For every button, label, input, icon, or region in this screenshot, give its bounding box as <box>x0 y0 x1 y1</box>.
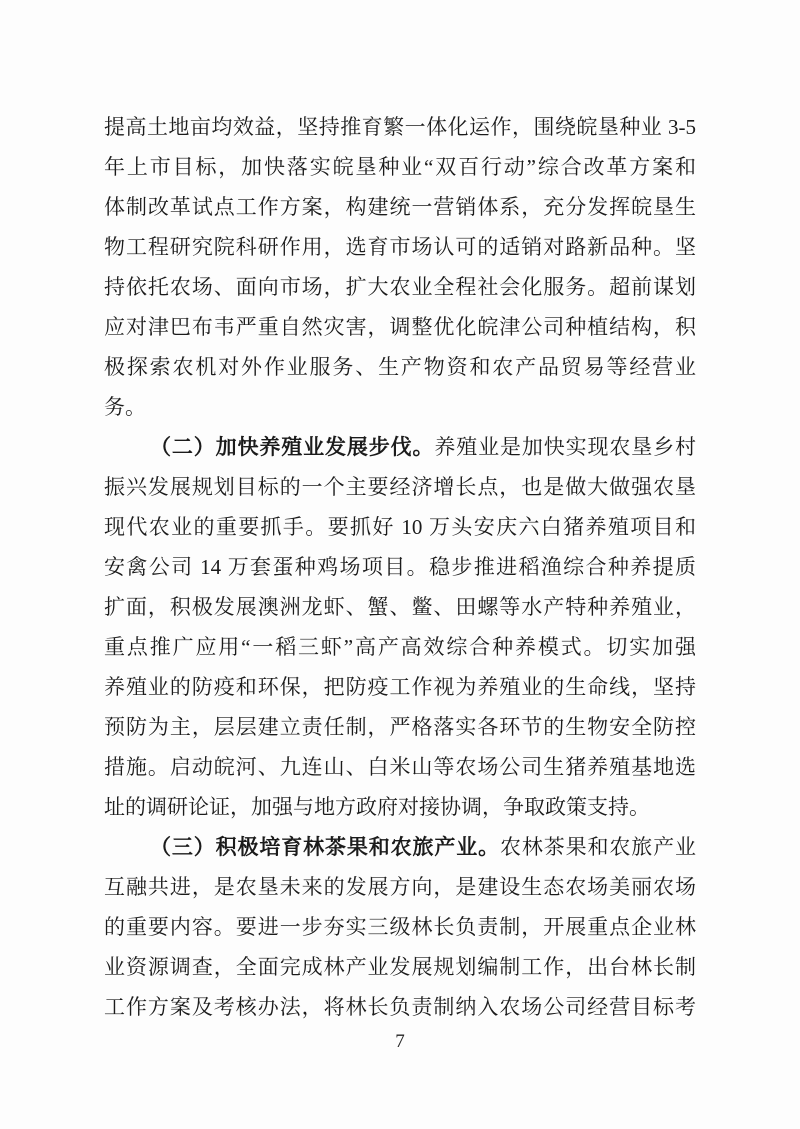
text-segment: 应对津巴布韦严重自然灾害，调整优化皖津公司种植结构，积 <box>104 315 696 339</box>
text-segment: 扩面，积极发展澳洲龙虾、蟹、鳖、田螺等水产特种养殖业， <box>104 595 696 619</box>
text-line <box>104 667 696 707</box>
text-segment: 体制改革试点工作方案，构建统一营销体系，充分发挥皖垦生 <box>104 195 696 219</box>
text-line <box>104 907 696 947</box>
text-segment: 务。 <box>104 395 146 419</box>
text-line <box>104 867 696 907</box>
text-segment: 址的调研论证，加强与地方政府对接协调，争取政策支持。 <box>104 795 650 819</box>
text-segment: 养殖业是加快实现农垦乡村 <box>434 435 696 459</box>
text-line <box>104 307 696 347</box>
section-heading: （二）加快养殖业发展步伐。 <box>150 435 435 459</box>
text-segment: 农林茶果和农旅产业 <box>500 835 696 859</box>
document-body <box>104 107 696 1027</box>
text-line <box>104 267 696 307</box>
text-segment: 持依托农场、面向市场，扩大农业全程社会化服务。超前谋划 <box>104 275 696 299</box>
text-segment: 的重要内容。要进一步夯实三级林长负责制，开展重点企业林 <box>104 915 696 939</box>
text-line <box>104 147 696 187</box>
text-line <box>104 987 696 1027</box>
text-line <box>104 507 696 547</box>
text-line <box>104 427 696 467</box>
text-segment: 提高土地亩均效益，坚持推育繁一体化运作，围绕皖垦种业 3-5 <box>104 115 696 139</box>
text-line <box>104 227 696 267</box>
text-segment: 重点推广应用“一稻三虾”高产高效综合种养模式。切实加强 <box>104 635 696 659</box>
page-number: 7 <box>395 1031 405 1052</box>
text-line <box>104 747 696 787</box>
text-line <box>104 107 696 147</box>
text-line <box>104 187 696 227</box>
text-segment: 安禽公司 14 万套蛋种鸡场项目。稳步推进稻渔综合种养提质 <box>104 555 696 579</box>
text-segment: 年上市目标，加快落实皖垦种业“双百行动”综合改革方案和 <box>104 155 696 179</box>
section-heading: （三）积极培育林茶果和农旅产业。 <box>150 835 500 859</box>
text-segment: 业资源调查，全面完成林产业发展规划编制工作，出台林长制 <box>104 955 696 979</box>
text-segment: 现代农业的重要抓手。要抓好 10 万头安庆六白猪养殖项目和 <box>104 515 696 539</box>
text-line <box>104 387 696 427</box>
text-line <box>104 467 696 507</box>
text-line <box>104 707 696 747</box>
text-segment: 预防为主，层层建立责任制，严格落实各环节的生物安全防控 <box>104 715 696 739</box>
text-line <box>104 947 696 987</box>
text-line <box>104 827 696 867</box>
text-segment: 振兴发展规划目标的一个主要经济增长点，也是做大做强农垦 <box>104 475 696 499</box>
text-line <box>104 347 696 387</box>
text-segment: 极探索农机对外作业服务、生产物资和农产品贸易等经营业 <box>104 355 696 379</box>
text-segment: 物工程研究院科研作用，选育市场认可的适销对路新品种。坚 <box>104 235 696 259</box>
text-line <box>104 587 696 627</box>
text-segment: 措施。启动皖河、九连山、白米山等农场公司生猪养殖基地选 <box>104 755 696 779</box>
text-line <box>104 787 696 827</box>
text-segment: 养殖业的防疫和环保，把防疫工作视为养殖业的生命线，坚持 <box>104 675 696 699</box>
text-line <box>104 547 696 587</box>
text-line <box>104 627 696 667</box>
text-segment: 工作方案及考核办法，将林长负责制纳入农场公司经营目标考 <box>104 995 696 1019</box>
text-segment: 互融共进，是农垦未来的发展方向，是建设生态农场美丽农场 <box>104 875 696 899</box>
